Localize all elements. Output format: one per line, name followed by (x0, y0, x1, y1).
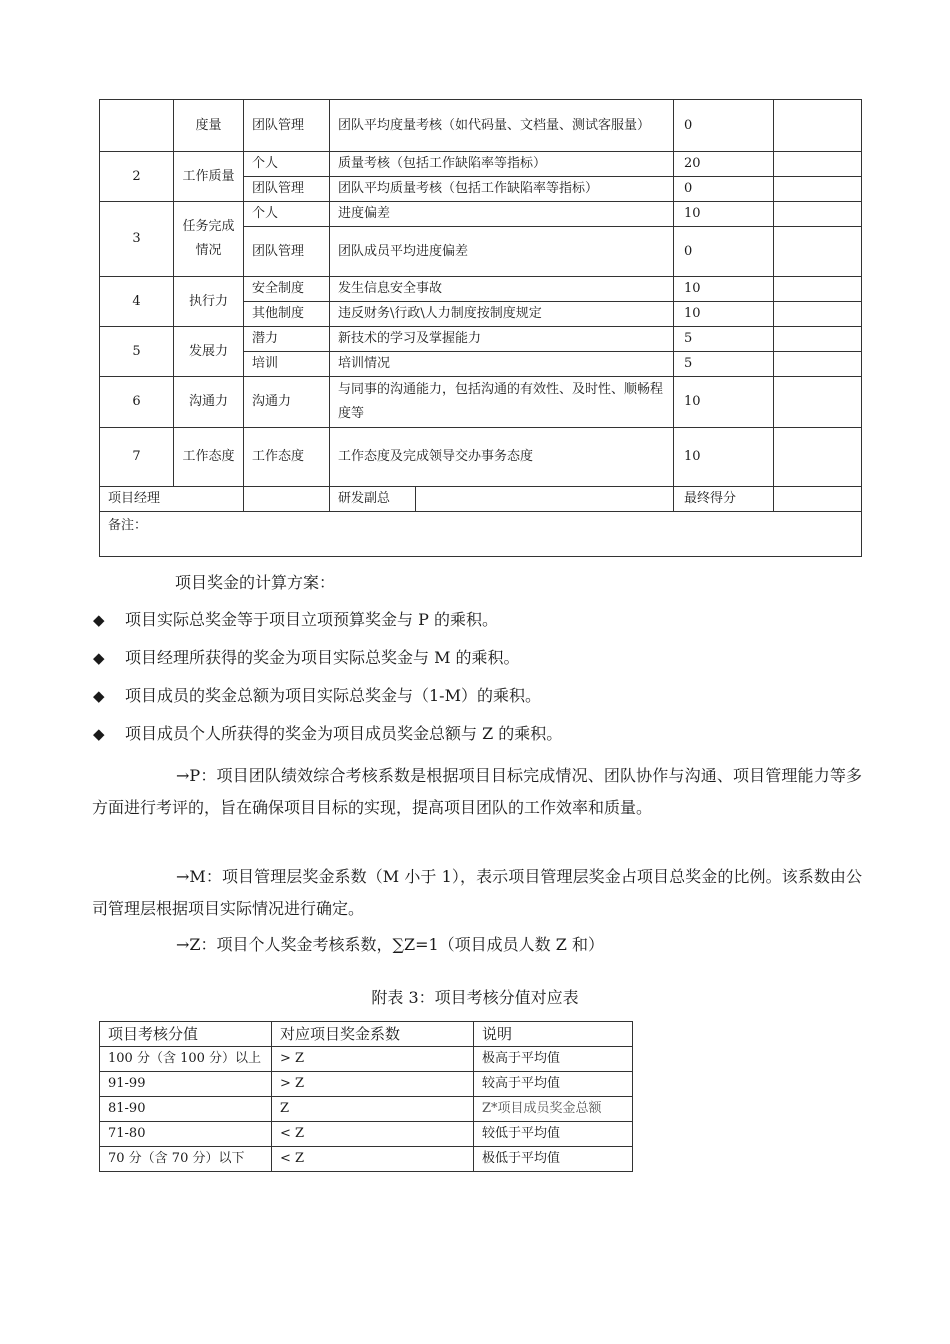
section-title: 项目奖金的计算方案： (175, 573, 336, 592)
label-rd-vp: 研发副总 (330, 487, 416, 512)
list-item-text: 项目成员的奖金总额为项目实际总奖金与（1-M）的乘积。 (125, 686, 541, 705)
cell-score: 10 (674, 428, 774, 487)
cell-category: 潜力 (244, 327, 330, 352)
list-item (93, 684, 863, 722)
table-cell: 71-80 (100, 1122, 272, 1147)
paragraph-p: →P：项目团队绩效综合考核系数是根据项目目标完成情况、团队协作与沟通、项目管理能力等多方面进行考评的，旨在确保项目目标的实现，提高项目团队的工作效率和质量。 (92, 766, 862, 817)
table-cell: > Z (272, 1047, 474, 1072)
cell-score: 10 (674, 377, 774, 428)
cell-score: 5 (674, 352, 774, 377)
table-row (100, 1147, 633, 1172)
cell-score: 0 (674, 177, 774, 202)
cell-sub-metric: 执行力 (174, 277, 244, 327)
cell-desc: 发生信息安全事故 (330, 277, 674, 302)
cell-desc: 团队平均质量考核（包括工作缺陷率等指标） (330, 177, 674, 202)
column-header: 项目考核分值 (100, 1022, 272, 1047)
cell-empty (774, 327, 862, 352)
cell-empty (774, 202, 862, 227)
list-item (93, 608, 863, 646)
cell-desc: 工作态度及完成领导交办事务态度 (330, 428, 674, 487)
value-final-score (774, 487, 862, 512)
cell-desc: 团队成员平均进度偏差 (330, 227, 674, 277)
cell-sub-metric: 度量 (174, 100, 244, 152)
diamond-bullet-icon: ◆ (93, 649, 105, 667)
cell-category: 个人 (244, 202, 330, 227)
list-item-text: 项目成员个人所获得的奖金为项目成员奖金总额与 Z 的乘积。 (125, 724, 563, 743)
cell-empty (774, 177, 862, 202)
cell-empty (774, 152, 862, 177)
cell-score: 0 (674, 227, 774, 277)
cell-category: 工作态度 (244, 428, 330, 487)
table-cell: > Z (272, 1072, 474, 1097)
cell-sub-metric: 工作态度 (174, 428, 244, 487)
list-item-text: 项目经理所获得的奖金为项目实际总奖金与 M 的乘积。 (125, 648, 520, 667)
table-row (100, 1072, 633, 1097)
table-cell: Z (272, 1097, 474, 1122)
cell-category: 团队管理 (244, 177, 330, 202)
cell-empty (774, 227, 862, 277)
cell-category: 沟通力 (244, 377, 330, 428)
cell-score: 0 (674, 100, 774, 152)
cell-sub-metric: 工作质量 (174, 152, 244, 202)
list-item (93, 722, 863, 760)
list-item (93, 646, 863, 684)
cell-index: 3 (100, 202, 174, 277)
cell-empty (774, 302, 862, 327)
cell-empty (774, 377, 862, 428)
table-caption: 附表 3：项目考核分值对应表 (371, 988, 579, 1007)
bullet-list (93, 608, 863, 760)
cell-score: 10 (674, 302, 774, 327)
column-header: 说明 (474, 1022, 633, 1047)
cell-sub-metric: 沟通力 (174, 377, 244, 428)
cell-sub-metric: 发展力 (174, 327, 244, 377)
table-cell: 较高于平均值 (474, 1072, 633, 1097)
signature-rd-vp (416, 487, 674, 512)
table-cell: 100 分（含 100 分）以上 (100, 1047, 272, 1072)
cell-score: 10 (674, 277, 774, 302)
cell-empty (774, 100, 862, 152)
table-cell: 极低于平均值 (474, 1147, 633, 1172)
cell-category: 个人 (244, 152, 330, 177)
column-header: 对应项目奖金系数 (272, 1022, 474, 1047)
cell-desc: 新技术的学习及掌握能力 (330, 327, 674, 352)
cell-category: 安全制度 (244, 277, 330, 302)
cell-score: 20 (674, 152, 774, 177)
cell-desc: 进度偏差 (330, 202, 674, 227)
signature-project-manager (244, 487, 330, 512)
cell-category: 团队管理 (244, 227, 330, 277)
assessment-table (99, 99, 862, 557)
table-cell: 70 分（含 70 分）以下 (100, 1147, 272, 1172)
table-row (100, 1097, 633, 1122)
cell-desc: 与同事的沟通能力，包括沟通的有效性、及时性、顺畅程度等 (330, 377, 674, 428)
label-project-manager: 项目经理 (100, 487, 244, 512)
table-row (100, 1047, 633, 1072)
table-cell: 81-90 (100, 1097, 272, 1122)
cell-index: 7 (100, 428, 174, 487)
score-mapping-table (99, 1021, 633, 1172)
cell-empty (774, 428, 862, 487)
list-item-text: 项目实际总奖金等于项目立项预算奖金与 P 的乘积。 (125, 610, 498, 629)
table-cell: < Z (272, 1122, 474, 1147)
cell-score: 10 (674, 202, 774, 227)
cell-category: 培训 (244, 352, 330, 377)
paragraph-z: →Z：项目个人奖金考核系数，∑Z=1（项目成员人数 Z 和） (176, 935, 604, 954)
table-row (100, 1122, 633, 1147)
label-final-score: 最终得分 (674, 487, 774, 512)
cell-empty (774, 352, 862, 377)
cell-index: 2 (100, 152, 174, 202)
table-cell: 较低于平均值 (474, 1122, 633, 1147)
cell-index: 6 (100, 377, 174, 428)
cell-desc: 培训情况 (330, 352, 674, 377)
diamond-bullet-icon: ◆ (93, 687, 105, 705)
diamond-bullet-icon: ◆ (93, 611, 105, 629)
cell-empty (100, 100, 174, 152)
paragraph-m: →M：项目管理层奖金系数（M 小于 1），表示项目管理层奖金占项目总奖金的比例。该系数由公司管理层根据项目实际情况进行确定。 (92, 867, 862, 918)
cell-desc: 违反财务\行政\人力制度按制度规定 (330, 302, 674, 327)
cell-score: 5 (674, 327, 774, 352)
cell-category: 其他制度 (244, 302, 330, 327)
cell-empty (774, 277, 862, 302)
table-cell: < Z (272, 1147, 474, 1172)
table-cell: 极高于平均值 (474, 1047, 633, 1072)
cell-desc: 团队平均度量考核（如代码量、文档量、测试客服量） (330, 100, 674, 152)
table-header-row (100, 1022, 633, 1047)
table-cell: 91-99 (100, 1072, 272, 1097)
cell-desc: 质量考核（包括工作缺陷率等指标） (330, 152, 674, 177)
diamond-bullet-icon: ◆ (93, 725, 105, 743)
table-cell: Z*项目成员奖金总额 (474, 1097, 633, 1122)
cell-index: 5 (100, 327, 174, 377)
cell-category: 团队管理 (244, 100, 330, 152)
notes-cell: 备注： (100, 512, 862, 557)
cell-sub-metric: 任务完成情况 (174, 202, 244, 277)
cell-index: 4 (100, 277, 174, 327)
